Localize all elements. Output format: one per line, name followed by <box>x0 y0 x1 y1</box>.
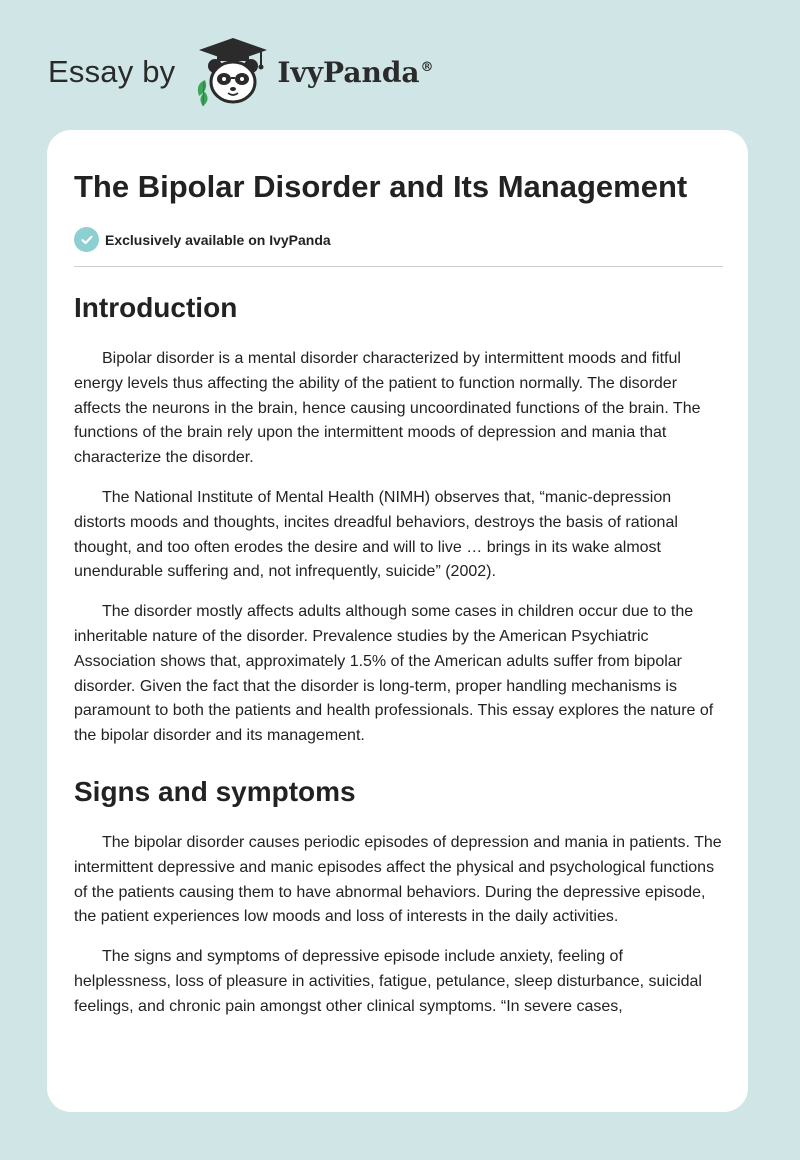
essay-card <box>47 130 748 1112</box>
paragraph: The bipolar disorder causes periodic episodes of depression and mania in patients. The intermittent depressive and manic episodes affect the physical and psychological functions of the patients causing them to have abnormal behaviors. During the depressive episode, the patient experiences low moods and loss of interests in the daily activities. <box>74 833 722 926</box>
section-signs-and-symptoms <box>74 775 723 1020</box>
badge-text: Exclusively available on IvyPanda <box>105 231 331 248</box>
paragraph: The National Institute of Mental Health (NIMH) observes that, “manic-depression distorts moods and thoughts, incites dreadful behaviors, destroys the basis of rational thought, and too often erodes the desire and will to live … brings in its wake almost unendurable suffering and, not infrequently, suicide” (2002). <box>74 488 678 581</box>
section-heading: Introduction <box>74 292 238 323</box>
divider <box>74 266 723 267</box>
paragraph: The disorder mostly affects adults although some cases in children occur due to the inheritable nature of the disorder. Prevalence studies by the American Psychiatric Association shows that, approximately 1.5% of the American adults suffer from bipolar disorder. Given the fact that the disorder is long-term, proper handling mechanisms is paramount to both the patients and health professionals. This essay explores the nature of the bipolar disorder and its management. <box>74 603 714 745</box>
essay-title: The Bipolar Disorder and Its Management <box>74 169 688 204</box>
exclusive-badge <box>74 227 723 252</box>
paragraph: The signs and symptoms of depressive episode include anxiety, feeling of helplessness, loss of pleasure in activities, fatigue, petulance, sleep disturbance, suicidal feelings, and chronic pain amongst other clinical symptoms. “In severe cases, <box>74 948 702 1015</box>
brand-prefix: Essay by <box>48 54 176 89</box>
brand-header <box>48 36 434 108</box>
panda-logo-icon[interactable] <box>193 36 273 108</box>
section-introduction <box>74 291 723 749</box>
checkmark-icon <box>74 227 99 252</box>
brand-name[interactable]: IvyPanda® <box>277 55 434 89</box>
paragraph: Bipolar disorder is a mental disorder characterized by intermittent moods and fitful energy levels thus affecting the ability of the patient to function normally. The disorder affects the neurons in the brain, hence causing uncoordinated functions of the brain. The functions of the brain rely upon the intermittent moods of depression and mania that characterize the disorder. <box>74 350 701 467</box>
essay-content <box>74 130 723 1020</box>
section-heading: Signs and symptoms <box>74 775 356 807</box>
